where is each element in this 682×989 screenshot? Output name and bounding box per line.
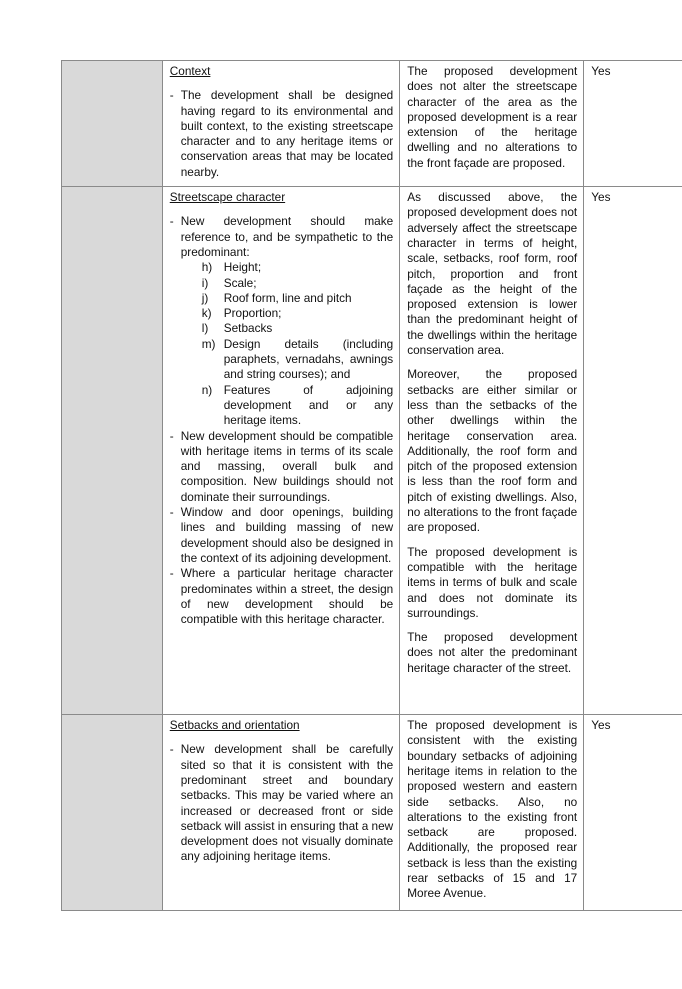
- bullet-marker: -: [169, 428, 174, 443]
- table-row-setbacks: [62, 715, 682, 911]
- criterion-heading: Setbacks and orientation: [169, 718, 300, 733]
- response-cell: [400, 715, 584, 911]
- sub-item: [202, 321, 393, 336]
- sub-item-key: k): [201, 306, 212, 321]
- sub-item: [202, 276, 393, 291]
- response-paragraph: The proposed development is consistent with the existing boundary setbacks of adjoining heritage items in relation to the proposed western and eastern side setbacks. Also, no alterations to the existing front setback are proposed. Additionally, the proposed rear setback is less than the existing rear setbacks of 15 and 17 Moree Avenue.: [407, 718, 578, 901]
- response-cell: [400, 187, 584, 715]
- grey-margin-cell: [62, 61, 163, 187]
- criterion-heading: Streetscape character: [169, 190, 286, 205]
- compliance-table: [61, 60, 682, 911]
- criterion-cell: [162, 187, 399, 715]
- sub-item-text: Roof form, line and pitch: [223, 290, 352, 305]
- response-paragraph: The proposed development does not alter the predominant heritage character of the street.: [407, 630, 578, 675]
- criterion-cell: [162, 715, 399, 911]
- grey-margin-cell: [62, 715, 163, 911]
- sub-item: [202, 260, 393, 275]
- sub-item-key: l): [201, 321, 209, 336]
- sub-item-key: h): [201, 260, 213, 275]
- criterion-bullet-text: New development should make reference to, and be sympathetic to the predominant:: [180, 214, 394, 259]
- criterion-cell: [162, 61, 399, 187]
- criterion-bullet: [170, 429, 393, 505]
- table-row-streetscape: [62, 187, 682, 715]
- sub-item-text: Scale;: [223, 275, 257, 290]
- criterion-bullet-text: The development shall be designed having regard to its environmental and built context, to the existing streetscape character and to any heritage items or conservation areas that may be located nearby.: [180, 88, 394, 179]
- bullet-marker: -: [169, 214, 174, 229]
- criterion-heading: Context: [169, 64, 211, 78]
- sub-item-text: Setbacks: [223, 321, 273, 336]
- response-cell: [400, 61, 584, 187]
- criterion-bullet-text: New development should be compatible with heritage items in terms of its scale and massing, overall bulk and composition. New buildings should not dominate their surroundings.: [180, 428, 394, 504]
- sub-item: [202, 306, 393, 321]
- sub-item-text: Design details (including paraphets, vernadahs, awnings and string courses); and: [223, 336, 394, 382]
- complies-value: Yes: [591, 64, 611, 78]
- criterion-bullet-text: Window and door openings, building lines and building massing of new development should also be designed in the context of its adjoining development.: [180, 505, 394, 565]
- grey-margin-cell: [62, 187, 163, 715]
- response-paragraph: Moreover, the proposed setbacks are either similar or less than the setbacks of the other dwellings within the heritage conservation area. Additionally, the roof form and pitch of the proposed extension is less than the roof form and pitch of existing dwellings. Also, no alterations to the front façade are proposed.: [407, 367, 578, 535]
- bullet-marker: -: [169, 742, 174, 757]
- sub-item: [202, 383, 393, 429]
- criterion-bullet: [170, 505, 393, 566]
- criterion-bullet: [170, 566, 393, 627]
- response-paragraph: The proposed development is compatible with the heritage items in terms of bulk and scale and does not dominate its surroundings.: [407, 544, 578, 620]
- sub-item-key: n): [201, 382, 213, 397]
- criterion-bullet: [170, 742, 393, 864]
- table-row-context: [62, 61, 682, 187]
- complies-value: Yes: [591, 718, 611, 733]
- complies-cell: [584, 187, 682, 715]
- sub-item: [202, 337, 393, 383]
- bullet-marker: -: [169, 88, 174, 103]
- criterion-bullet-text: Where a particular heritage character predominates within a street, the design of new development should be compatible with this heritage character.: [180, 566, 394, 627]
- response-paragraph: The proposed development does not alter the streetscape character of the area as the proposed development is a rear extension of the heritage dwelling and no alterations to the front façade are proposed.: [407, 64, 578, 170]
- sub-item-text: Height;: [223, 260, 262, 275]
- sub-item-text: Proportion;: [223, 306, 282, 321]
- response-paragraph: As discussed above, the proposed development does not adversely affect the streetscape character in terms of height, scale, setbacks, roof form, roof pitch, proportion and front façade as the height of the proposed extension is lower than the predominant height of the dwellings within the heritage conservation area.: [407, 190, 578, 358]
- sub-item-key: j): [201, 290, 209, 305]
- sub-item-text: Features of adjoining development and or any heritage items.: [223, 382, 394, 428]
- bullet-marker: -: [169, 566, 174, 581]
- complies-value: Yes: [591, 190, 611, 205]
- criterion-bullet: [170, 214, 393, 260]
- sub-item-key: m): [201, 336, 216, 351]
- bullet-marker: -: [169, 505, 174, 520]
- criterion-bullet: [170, 88, 393, 180]
- complies-cell: [584, 715, 682, 911]
- complies-cell: [584, 61, 682, 187]
- sub-item: [202, 291, 393, 306]
- criterion-bullet-text: New development shall be carefully sited so that it is consistent with the predominant street and boundary setbacks. This may be varied where an increased or decreased front or side setback will assist in ensuring that a new development does not visually dominate any adjoining heritage items.: [180, 742, 394, 864]
- sub-item-key: i): [201, 275, 209, 290]
